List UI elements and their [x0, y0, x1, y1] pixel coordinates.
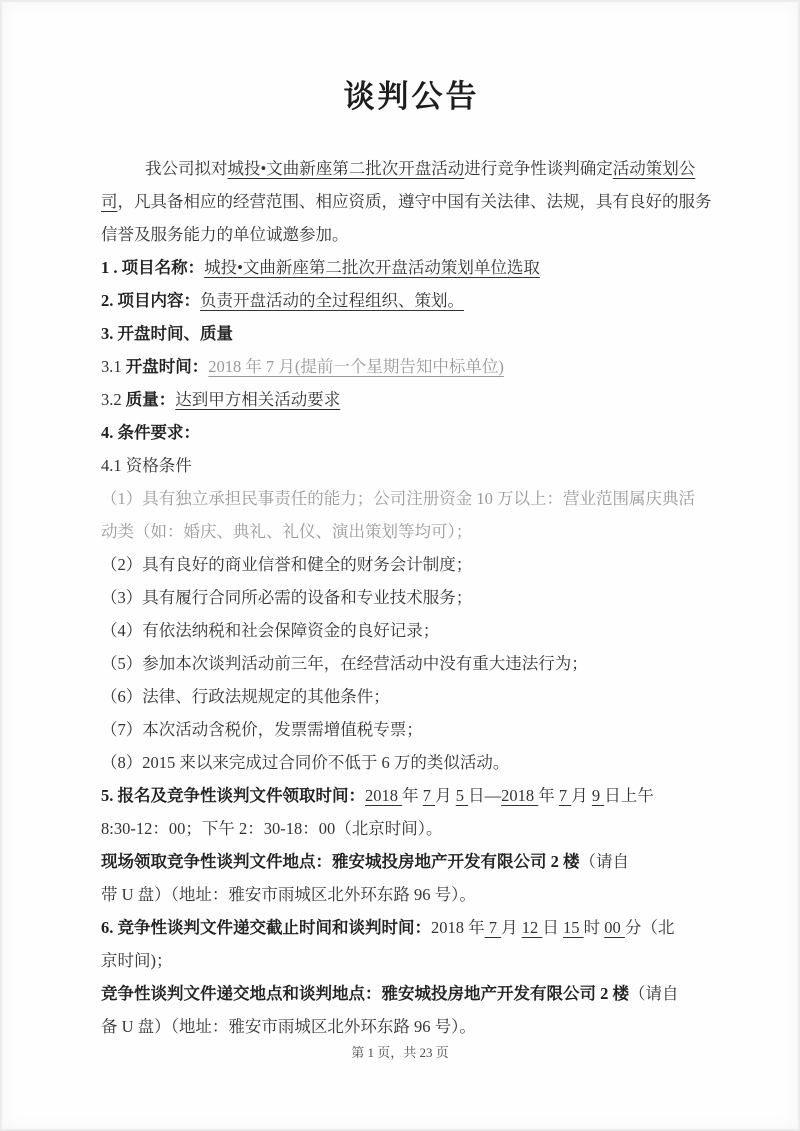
text-segment: 3.1: [101, 357, 126, 376]
text-segment: 日: [542, 918, 563, 937]
text-segment: 7: [558, 786, 572, 805]
text-segment: 7: [484, 918, 502, 937]
item-2-project-content: [101, 284, 722, 317]
text-segment: 城投•文曲新座第二批次开盘活动: [227, 159, 465, 178]
text-segment: 我公司拟对: [145, 159, 228, 178]
item-5-cont: [101, 812, 722, 845]
text-segment: 司: [101, 192, 118, 211]
text-segment: 备 U 盘）（地址：雅安市雨城区北外环东路 96 号）。: [101, 1017, 476, 1036]
text-segment: 城投•文曲新座第二批次开盘活动策划单位选取: [204, 258, 540, 277]
text-segment: 带 U 盘）（地址：雅安市雨城区北外环东路 96 号）。: [101, 885, 476, 904]
intro-line-3: [101, 218, 722, 251]
text-segment: 6. 竞争性谈判文件递交截止时间和谈判时间：: [101, 918, 431, 937]
req-2: [101, 548, 722, 581]
item-5-signup-time: [101, 779, 722, 812]
text-segment: 7: [422, 786, 436, 805]
text-segment: 3. 开盘时间、质量: [101, 324, 233, 343]
text-segment: （2）具有良好的商业信誉和健全的财务会计制度；: [101, 555, 473, 574]
text-segment: 00: [604, 918, 625, 937]
req-1-cont: [101, 515, 722, 548]
text-segment: 5: [455, 786, 469, 805]
text-segment: 年: [538, 786, 559, 805]
document-body: [101, 152, 722, 1043]
text-segment: 日上午: [604, 786, 654, 805]
item-4-heading: [101, 416, 722, 449]
text-segment: 2018: [501, 786, 539, 805]
text-segment: 2018 年 7 月(提前一个星期告知中标单位): [208, 357, 504, 376]
text-segment: 月: [571, 786, 592, 805]
text-segment: 9: [591, 786, 605, 805]
pickup-location: [101, 845, 722, 878]
text-segment: （6）法律、行政法规规定的其他条件；: [101, 687, 390, 706]
text-segment: 活动策划公: [612, 159, 696, 178]
item-6-cont: [101, 944, 722, 977]
text-segment: 4. 条件要求：: [101, 423, 200, 442]
text-segment: 12: [521, 918, 543, 937]
text-segment: 2018: [365, 786, 403, 805]
text-segment: 开盘时间：: [125, 357, 209, 376]
text-segment: 3.2: [101, 390, 126, 409]
text-segment: 质量：: [125, 390, 176, 409]
item-3-1-opening-time: [101, 350, 722, 383]
text-segment: 1 . 项目名称：: [101, 258, 205, 277]
text-segment: （请自: [629, 984, 679, 1003]
text-segment: （1）具有独立承担民事责任的能力；公司注册资金 10 万以上：营业范围属庆典活: [101, 489, 695, 508]
item-1-project-name: [101, 251, 722, 284]
req-8: [101, 746, 722, 779]
page-title: 谈判公告: [343, 79, 480, 114]
submission-location: [101, 977, 722, 1010]
pickup-location-cont: [101, 878, 722, 911]
req-7: [101, 713, 722, 746]
text-segment: ，凡具备相应的经营范围、相应资质，遵守中国有关法律、法规，具有良好的服务: [117, 192, 712, 211]
text-segment: 达到甲方相关活动要求: [175, 390, 341, 409]
text-segment: 时: [583, 918, 605, 937]
text-segment: （请自: [579, 852, 629, 871]
text-segment: （4）有依法纳税和社会保障资金的良好记录；: [101, 621, 440, 640]
item-6-deadline: [101, 911, 722, 944]
text-segment: 15: [563, 918, 584, 937]
req-6: [101, 680, 722, 713]
text-segment: 信誉及服务能力的单位诚邀参加。: [101, 225, 349, 244]
text-segment: （5）参加本次谈判活动前三年，在经营活动中没有重大违法行为；: [101, 654, 588, 673]
text-segment: （7）本次活动含税价，发票需增值税专票；: [101, 720, 423, 739]
text-segment: 现场领取竞争性谈判文件地点：雅安城投房地产开发有限公司 2 楼: [101, 852, 580, 871]
text-segment: 8:30-12：00；下午 2：30-18：00（北京时间）。: [101, 819, 443, 838]
text-segment: 进行竞争性谈判确定: [464, 159, 613, 178]
req-1: [101, 482, 722, 515]
text-segment: 月: [435, 786, 456, 805]
text-segment: 月: [501, 918, 522, 937]
item-3-2-quality: [101, 383, 722, 416]
text-segment: 负责开盘活动的全过程组织、策划。: [200, 291, 464, 310]
req-4: [101, 614, 722, 647]
text-segment: 竞争性谈判文件递交地点和谈判地点：雅安城投房地产开发有限公司 2 楼: [101, 984, 629, 1003]
item-3-heading: [101, 317, 722, 350]
submission-location-cont: [101, 1010, 722, 1043]
text-segment: （3）具有履行合同所必需的设备和专业技术服务；: [101, 588, 473, 607]
text-segment: 2018 年: [431, 918, 485, 937]
text-segment: 5. 报名及竞争性谈判文件领取时间：: [101, 786, 365, 805]
text-segment: 分（北: [624, 918, 675, 937]
document-content: [0, 76, 800, 1043]
req-3: [101, 581, 722, 614]
intro-line-2: [101, 185, 722, 218]
item-4-1-qualification: [101, 449, 722, 482]
text-segment: 4.1 资格条件: [101, 456, 192, 475]
text-segment: 京时间)；: [101, 951, 173, 970]
text-segment: 2. 项目内容：: [101, 291, 200, 310]
req-5: [101, 647, 722, 680]
intro-line-1: [101, 152, 722, 185]
text-segment: 年: [402, 786, 423, 805]
text-segment: （8）2015 来以来完成过合同价不低于 6 万的类似活动。: [101, 753, 510, 772]
text-segment: 动类（如：婚庆、典礼、礼仪、演出策划等均可）；: [101, 522, 473, 541]
text-segment: 日—: [468, 786, 502, 805]
page-number-indicator: 第 1 页，共 23 页: [351, 1045, 449, 1060]
